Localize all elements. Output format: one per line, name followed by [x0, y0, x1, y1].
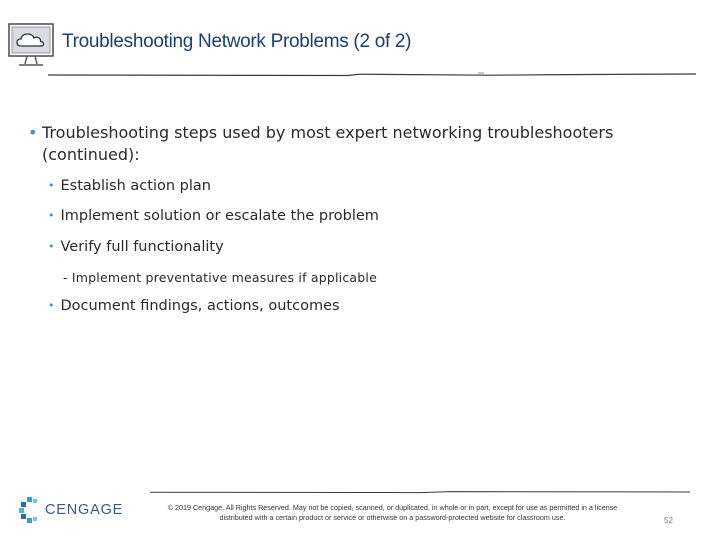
bullet-icon: • [48, 240, 55, 253]
sub-bullet-text: Establish action plan [60, 178, 211, 194]
bullet-icon: • [48, 179, 55, 192]
sub-bullet-text: Implement solution or escalate the problem [60, 208, 379, 224]
copyright-notice [140, 503, 645, 523]
bullet-icon: • [28, 123, 38, 142]
footer-rule [150, 489, 690, 495]
slide-title: Troubleshooting Network Problems (2 of 2) [62, 31, 412, 52]
cengage-logo-icon [18, 496, 42, 524]
sub-bullet [48, 239, 224, 255]
page-number: 52 [664, 516, 673, 525]
copyright-line: © 2019 Cengage. All Rights Reserved. May not be copied, scanned, or duplicated, in whole or in part, except for use as permitted in a license [167, 503, 618, 512]
cloud-monitor-icon [7, 22, 57, 70]
bullet-icon: • [48, 299, 55, 312]
logo-text: CENGAGE [45, 502, 124, 518]
nested-item: - Implement preventative measures if applicable [63, 270, 377, 285]
sub-bullet [48, 208, 379, 224]
cengage-logo [18, 496, 148, 524]
sub-bullet-text: Document findings, actions, outcomes [60, 298, 340, 314]
main-bullet [28, 122, 668, 166]
copyright-line: distributed with a certain product or service or otherwise on a password-protected website for classroom use. [219, 513, 566, 522]
bullet-icon: • [48, 209, 55, 222]
main-bullet-text: Troubleshooting steps used by most expert networking troubleshooters (continued): [42, 123, 614, 164]
sub-bullet-text: Verify full functionality [60, 239, 224, 255]
sub-bullet [48, 298, 340, 314]
title-underline [48, 70, 696, 80]
sub-bullet [48, 178, 211, 194]
